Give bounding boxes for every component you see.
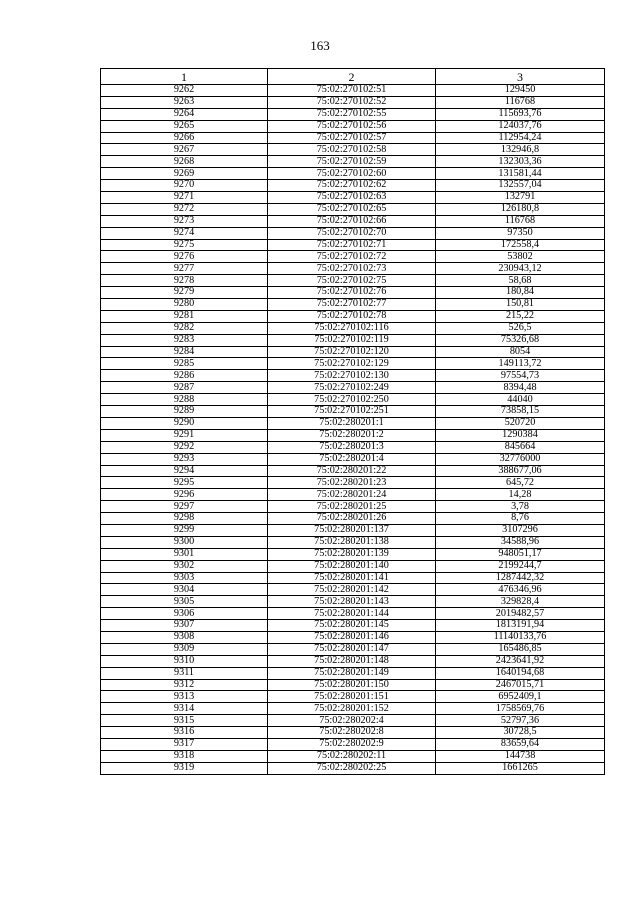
cadastral-number-cell: 75:02:280201:24 <box>268 489 436 501</box>
table-row <box>101 370 605 382</box>
table-row <box>101 358 605 370</box>
table-row <box>101 679 605 691</box>
table-row <box>101 168 605 180</box>
value-cell: 53802 <box>436 251 605 263</box>
cadastral-number-cell: 75:02:280201:146 <box>268 631 436 643</box>
table-row <box>101 429 605 441</box>
table-row <box>101 334 605 346</box>
row-number-cell: 9306 <box>101 608 268 620</box>
table-row <box>101 394 605 406</box>
value-cell: 1287442,32 <box>436 572 605 584</box>
table-row <box>101 703 605 715</box>
row-number-cell: 9310 <box>101 655 268 667</box>
table-row <box>101 738 605 750</box>
value-cell: 8,76 <box>436 513 605 525</box>
value-cell: 32776000 <box>436 453 605 465</box>
value-cell: 126180,8 <box>436 203 605 215</box>
row-number-cell: 9302 <box>101 560 268 572</box>
value-cell: 132557,04 <box>436 180 605 192</box>
column-header-3: 3 <box>436 69 605 85</box>
table-row <box>101 584 605 596</box>
value-cell: 97554,73 <box>436 370 605 382</box>
table-row <box>101 180 605 192</box>
value-cell: 83659,64 <box>436 738 605 750</box>
table-row <box>101 227 605 239</box>
row-number-cell: 9293 <box>101 453 268 465</box>
row-number-cell: 9312 <box>101 679 268 691</box>
value-cell: 144738 <box>436 750 605 762</box>
table-row <box>101 382 605 394</box>
value-cell: 6952409,1 <box>436 691 605 703</box>
table-row <box>101 596 605 608</box>
value-cell: 1758569,76 <box>436 703 605 715</box>
value-cell: 948051,17 <box>436 548 605 560</box>
value-cell: 116768 <box>436 215 605 227</box>
row-number-cell: 9287 <box>101 382 268 394</box>
table-row <box>101 299 605 311</box>
row-number-cell: 9311 <box>101 667 268 679</box>
cadastral-number-cell: 75:02:280201:143 <box>268 596 436 608</box>
row-number-cell: 9319 <box>101 762 268 774</box>
value-cell: 44040 <box>436 394 605 406</box>
table-row <box>101 548 605 560</box>
cadastral-number-cell: 75:02:280202:8 <box>268 727 436 739</box>
cadastral-number-cell: 75:02:270102:63 <box>268 192 436 204</box>
value-cell: 2467015,71 <box>436 679 605 691</box>
row-number-cell: 9294 <box>101 465 268 477</box>
cadastral-number-cell: 75:02:270102:77 <box>268 299 436 311</box>
table-row <box>101 477 605 489</box>
row-number-cell: 9295 <box>101 477 268 489</box>
table-row <box>101 239 605 251</box>
row-number-cell: 9296 <box>101 489 268 501</box>
row-number-cell: 9265 <box>101 120 268 132</box>
row-number-cell: 9303 <box>101 572 268 584</box>
value-cell: 2019482,57 <box>436 608 605 620</box>
row-number-cell: 9262 <box>101 85 268 97</box>
row-number-cell: 9285 <box>101 358 268 370</box>
row-number-cell: 9305 <box>101 596 268 608</box>
value-cell: 129450 <box>436 85 605 97</box>
value-cell: 1661265 <box>436 762 605 774</box>
cadastral-number-cell: 75:02:270102:116 <box>268 322 436 334</box>
cadastral-number-cell: 75:02:270102:51 <box>268 85 436 97</box>
row-number-cell: 9298 <box>101 513 268 525</box>
value-cell: 14,28 <box>436 489 605 501</box>
value-cell: 52797,36 <box>436 715 605 727</box>
table-row <box>101 310 605 322</box>
cadastral-number-cell: 75:02:270102:59 <box>268 156 436 168</box>
value-cell: 115693,76 <box>436 108 605 120</box>
row-number-cell: 9277 <box>101 263 268 275</box>
cadastral-number-cell: 75:02:270102:250 <box>268 394 436 406</box>
cadastral-number-cell: 75:02:280201:2 <box>268 429 436 441</box>
table-row <box>101 524 605 536</box>
cadastral-number-cell: 75:02:280201:150 <box>268 679 436 691</box>
value-cell: 132791 <box>436 192 605 204</box>
row-number-cell: 9281 <box>101 310 268 322</box>
cadastral-number-cell: 75:02:280201:152 <box>268 703 436 715</box>
row-number-cell: 9301 <box>101 548 268 560</box>
cadastral-number-cell: 75:02:280201:22 <box>268 465 436 477</box>
cadastral-number-cell: 75:02:280201:145 <box>268 620 436 632</box>
row-number-cell: 9275 <box>101 239 268 251</box>
cadastral-number-cell: 75:02:270102:60 <box>268 168 436 180</box>
cadastral-number-cell: 75:02:270102:72 <box>268 251 436 263</box>
cadastral-number-cell: 75:02:280201:3 <box>268 441 436 453</box>
value-cell: 112954,24 <box>436 132 605 144</box>
cadastral-number-cell: 75:02:270102:120 <box>268 346 436 358</box>
row-number-cell: 9300 <box>101 536 268 548</box>
table-row <box>101 132 605 144</box>
value-cell: 845664 <box>436 441 605 453</box>
value-cell: 132303,36 <box>436 156 605 168</box>
value-cell: 476346,96 <box>436 584 605 596</box>
cadastral-number-cell: 75:02:270102:57 <box>268 132 436 144</box>
row-number-cell: 9268 <box>101 156 268 168</box>
cadastral-number-cell: 75:02:280202:25 <box>268 762 436 774</box>
table-row <box>101 643 605 655</box>
row-number-cell: 9279 <box>101 287 268 299</box>
table-row <box>101 501 605 513</box>
row-number-cell: 9284 <box>101 346 268 358</box>
value-cell: 215,22 <box>436 310 605 322</box>
row-number-cell: 9318 <box>101 750 268 762</box>
table-row <box>101 560 605 572</box>
table-row <box>101 215 605 227</box>
table-row <box>101 453 605 465</box>
cadastral-number-cell: 75:02:270102:251 <box>268 406 436 418</box>
cadastral-number-cell: 75:02:270102:119 <box>268 334 436 346</box>
value-cell: 34588,96 <box>436 536 605 548</box>
row-number-cell: 9292 <box>101 441 268 453</box>
row-number-cell: 9308 <box>101 631 268 643</box>
table-row <box>101 322 605 334</box>
value-cell: 124037,76 <box>436 120 605 132</box>
table-row <box>101 572 605 584</box>
table-row <box>101 251 605 263</box>
table-body <box>101 85 605 775</box>
row-number-cell: 9307 <box>101 620 268 632</box>
table-row <box>101 631 605 643</box>
value-cell: 58,68 <box>436 275 605 287</box>
value-cell: 8054 <box>436 346 605 358</box>
value-cell: 165486,85 <box>436 643 605 655</box>
cadastral-number-cell: 75:02:280201:147 <box>268 643 436 655</box>
row-number-cell: 9270 <box>101 180 268 192</box>
table-row <box>101 608 605 620</box>
value-cell: 73858,15 <box>436 406 605 418</box>
row-number-cell: 9290 <box>101 417 268 429</box>
table-row <box>101 715 605 727</box>
row-number-cell: 9317 <box>101 738 268 750</box>
value-cell: 329828,4 <box>436 596 605 608</box>
table-row <box>101 691 605 703</box>
value-cell: 3107296 <box>436 524 605 536</box>
table-row <box>101 513 605 525</box>
row-number-cell: 9269 <box>101 168 268 180</box>
column-header-1: 1 <box>101 69 268 85</box>
value-cell: 1640194,68 <box>436 667 605 679</box>
value-cell: 526,5 <box>436 322 605 334</box>
cadastral-number-cell: 75:02:270102:55 <box>268 108 436 120</box>
cadastral-number-cell: 75:02:280202:9 <box>268 738 436 750</box>
row-number-cell: 9315 <box>101 715 268 727</box>
cadastral-number-cell: 75:02:270102:75 <box>268 275 436 287</box>
table-row <box>101 263 605 275</box>
column-header-2: 2 <box>268 69 436 85</box>
cadastral-number-cell: 75:02:270102:65 <box>268 203 436 215</box>
cadastral-number-cell: 75:02:270102:56 <box>268 120 436 132</box>
value-cell: 11140133,76 <box>436 631 605 643</box>
row-number-cell: 9271 <box>101 192 268 204</box>
cadastral-number-cell: 75:02:280201:148 <box>268 655 436 667</box>
cadastral-number-cell: 75:02:280201:140 <box>268 560 436 572</box>
page-number: 163 <box>310 38 330 53</box>
table-row <box>101 192 605 204</box>
value-cell: 75326,68 <box>436 334 605 346</box>
value-cell: 149113,72 <box>436 358 605 370</box>
cadastral-number-cell: 75:02:270102:62 <box>268 180 436 192</box>
cadastral-number-cell: 75:02:280201:149 <box>268 667 436 679</box>
value-cell: 116768 <box>436 96 605 108</box>
value-cell: 30728,5 <box>436 727 605 739</box>
row-number-cell: 9291 <box>101 429 268 441</box>
row-number-cell: 9276 <box>101 251 268 263</box>
row-number-cell: 9272 <box>101 203 268 215</box>
value-cell: 131581,44 <box>436 168 605 180</box>
table-row <box>101 120 605 132</box>
table-row <box>101 727 605 739</box>
value-cell: 2199244,7 <box>436 560 605 572</box>
row-number-cell: 9299 <box>101 524 268 536</box>
cadastral-number-cell: 75:02:280201:141 <box>268 572 436 584</box>
row-number-cell: 9263 <box>101 96 268 108</box>
row-number-cell: 9267 <box>101 144 268 156</box>
row-number-cell: 9274 <box>101 227 268 239</box>
cadastral-number-cell: 75:02:280201:23 <box>268 477 436 489</box>
cadastral-number-cell: 75:02:270102:130 <box>268 370 436 382</box>
table-row <box>101 750 605 762</box>
row-number-cell: 9283 <box>101 334 268 346</box>
value-cell: 1290384 <box>436 429 605 441</box>
cadastral-number-cell: 75:02:280201:4 <box>268 453 436 465</box>
cadastral-number-cell: 75:02:280201:144 <box>268 608 436 620</box>
row-number-cell: 9282 <box>101 322 268 334</box>
table-row <box>101 406 605 418</box>
cadastral-number-cell: 75:02:270102:129 <box>268 358 436 370</box>
value-cell: 97350 <box>436 227 605 239</box>
cadastral-table <box>100 68 605 775</box>
row-number-cell: 9278 <box>101 275 268 287</box>
cadastral-number-cell: 75:02:280201:25 <box>268 501 436 513</box>
cadastral-number-cell: 75:02:280202:11 <box>268 750 436 762</box>
table-row <box>101 489 605 501</box>
row-number-cell: 9316 <box>101 727 268 739</box>
table-row <box>101 620 605 632</box>
value-cell: 132946,8 <box>436 144 605 156</box>
table-row <box>101 762 605 774</box>
table-row <box>101 203 605 215</box>
value-cell: 1813191,94 <box>436 620 605 632</box>
table-header-row <box>101 69 605 85</box>
value-cell: 172558,4 <box>436 239 605 251</box>
value-cell: 645,72 <box>436 477 605 489</box>
cadastral-number-cell: 75:02:270102:71 <box>268 239 436 251</box>
row-number-cell: 9314 <box>101 703 268 715</box>
row-number-cell: 9280 <box>101 299 268 311</box>
row-number-cell: 9273 <box>101 215 268 227</box>
cadastral-number-cell: 75:02:280201:138 <box>268 536 436 548</box>
row-number-cell: 9264 <box>101 108 268 120</box>
value-cell: 520720 <box>436 417 605 429</box>
table-row <box>101 346 605 358</box>
cadastral-number-cell: 75:02:280201:151 <box>268 691 436 703</box>
cadastral-number-cell: 75:02:280201:137 <box>268 524 436 536</box>
value-cell: 180,84 <box>436 287 605 299</box>
value-cell: 2423641,92 <box>436 655 605 667</box>
table-row <box>101 275 605 287</box>
cadastral-number-cell: 75:02:270102:249 <box>268 382 436 394</box>
row-number-cell: 9289 <box>101 406 268 418</box>
table-row <box>101 287 605 299</box>
row-number-cell: 9266 <box>101 132 268 144</box>
cadastral-number-cell: 75:02:270102:73 <box>268 263 436 275</box>
cadastral-number-cell: 75:02:270102:66 <box>268 215 436 227</box>
row-number-cell: 9288 <box>101 394 268 406</box>
table-row <box>101 441 605 453</box>
row-number-cell: 9309 <box>101 643 268 655</box>
cadastral-number-cell: 75:02:270102:52 <box>268 96 436 108</box>
table-row <box>101 144 605 156</box>
value-cell: 3,78 <box>436 501 605 513</box>
value-cell: 230943,12 <box>436 263 605 275</box>
cadastral-number-cell: 75:02:280202:4 <box>268 715 436 727</box>
row-number-cell: 9297 <box>101 501 268 513</box>
table-row <box>101 96 605 108</box>
cadastral-number-cell: 75:02:280201:1 <box>268 417 436 429</box>
table-row <box>101 655 605 667</box>
table-row <box>101 465 605 477</box>
cadastral-number-cell: 75:02:270102:70 <box>268 227 436 239</box>
row-number-cell: 9313 <box>101 691 268 703</box>
value-cell: 388677,06 <box>436 465 605 477</box>
table-row <box>101 85 605 97</box>
row-number-cell: 9304 <box>101 584 268 596</box>
table-row <box>101 156 605 168</box>
cadastral-number-cell: 75:02:280201:26 <box>268 513 436 525</box>
cadastral-number-cell: 75:02:270102:58 <box>268 144 436 156</box>
value-cell: 150,81 <box>436 299 605 311</box>
table-row <box>101 536 605 548</box>
cadastral-number-cell: 75:02:280201:139 <box>268 548 436 560</box>
row-number-cell: 9286 <box>101 370 268 382</box>
cadastral-number-cell: 75:02:280201:142 <box>268 584 436 596</box>
table-row <box>101 667 605 679</box>
value-cell: 8394,48 <box>436 382 605 394</box>
table-row <box>101 108 605 120</box>
cadastral-number-cell: 75:02:270102:76 <box>268 287 436 299</box>
cadastral-number-cell: 75:02:270102:78 <box>268 310 436 322</box>
table-row <box>101 417 605 429</box>
